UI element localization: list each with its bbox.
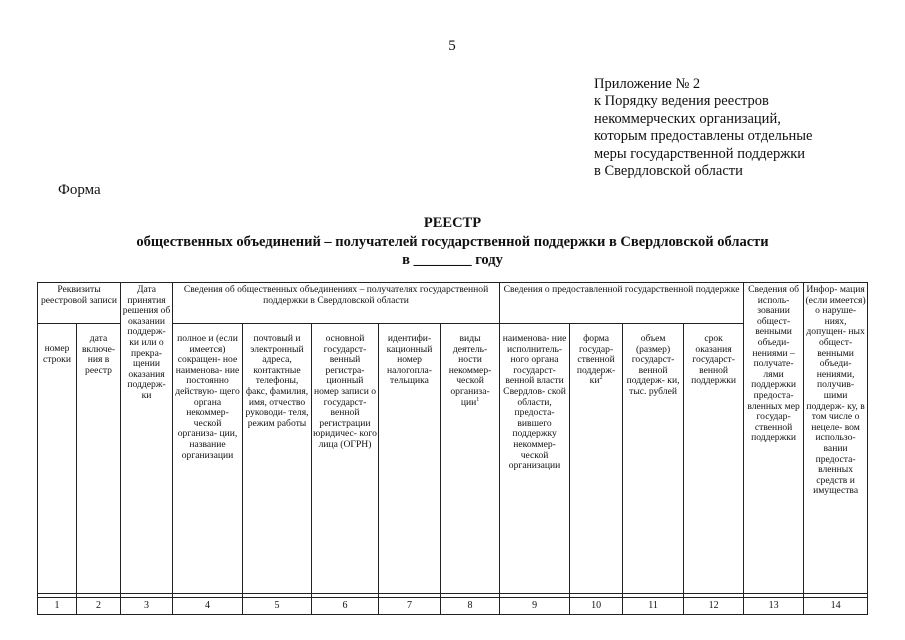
header-usage-info: Сведения об исполь- зовании общест- венными объеди- нениями – получате- лями поддержки предоста- вленных мер государ- ственной поддержки bbox=[744, 283, 804, 594]
header-orgs-info: Сведения об общественных объединениях – получателях государственной поддержки в Свердловской области bbox=[173, 283, 500, 324]
header-support-form-text: форма государ- ственной поддерж- ки bbox=[576, 333, 616, 387]
header-authority-name: наименова- ние исполнитель- ного органа государст- венной власти Свердлов- ской области, предоста- вившего поддержку некоммер- ческой организации bbox=[500, 324, 570, 594]
header-postal-address: почтовый и электронный адреса, контактные телефоны, факс, фамилия, имя, отчество руководи- теля, режим работы bbox=[243, 324, 312, 594]
column-number: 3 bbox=[121, 598, 173, 615]
column-number: 8 bbox=[441, 598, 500, 615]
footnote-mark: 2 bbox=[599, 375, 603, 382]
column-number: 7 bbox=[379, 598, 441, 615]
header-decision-date: Дата принятия решения об оказании поддерж- ки или о прекра- щении оказания поддерж- ки bbox=[121, 283, 173, 594]
title-line-3: в ________ году bbox=[402, 252, 503, 268]
header-activity-types bbox=[441, 324, 500, 594]
column-number: 14 bbox=[804, 598, 868, 615]
column-number: 2 bbox=[77, 598, 121, 615]
form-label: Форма bbox=[58, 182, 101, 198]
header-support-info: Сведения о предоставленной государственной поддержке bbox=[500, 283, 744, 324]
header-inn: идентифи- кационный номер налогопла- тельщика bbox=[379, 324, 441, 594]
column-number: 9 bbox=[500, 598, 570, 615]
header-violations-info: Инфор- мация (если имеется) о наруше- ниях, допущен- ных общест- венными объеди- нениями, получив- шими поддерж- ку, в том числе о нецеле- вом использо- вании предоста- вленных средств и имущества bbox=[804, 283, 868, 594]
document-title bbox=[0, 214, 905, 270]
column-number: 10 bbox=[570, 598, 623, 615]
column-number: 4 bbox=[173, 598, 243, 615]
appendix-line: меры государственной поддержки bbox=[594, 145, 806, 162]
header-support-term: срок оказания государст- венной поддержки bbox=[684, 324, 744, 594]
title-line-1: РЕЕСТР bbox=[423, 215, 482, 231]
header-support-amount: объем (размер) государст- венной поддерж- ки, тыс. рублей bbox=[623, 324, 684, 594]
header-row-number: номер строки bbox=[38, 324, 77, 594]
footnote-mark: 1 bbox=[476, 396, 480, 403]
appendix-header bbox=[594, 76, 894, 180]
registry-table bbox=[37, 282, 868, 615]
header-ogrn: основной государст- венный регистра- ционный номер записи о государст- венной регистрации юридичес- кого лица (ОГРН) bbox=[312, 324, 379, 594]
appendix-line: к Порядку ведения реестров bbox=[594, 93, 769, 110]
column-number: 11 bbox=[623, 598, 684, 615]
header-support-form bbox=[570, 324, 623, 594]
header-inclusion-date: дата включе- ния в реестр bbox=[77, 324, 121, 594]
column-number-row bbox=[38, 598, 868, 615]
header-row-groups bbox=[38, 283, 868, 324]
title-line-2: общественных объединений – получателей государственной поддержки в Свердловской области bbox=[136, 233, 769, 250]
header-full-name: полное и (если имеется) сокращен- ное наименова- ние постоянно действую- щего органа некоммер- ческой организа- ции, название организации bbox=[173, 324, 243, 594]
column-number: 12 bbox=[684, 598, 744, 615]
appendix-line: Приложение № 2 bbox=[594, 76, 701, 92]
header-registry-entry: Реквизиты реестровой записи bbox=[38, 283, 121, 324]
column-number: 13 bbox=[744, 598, 804, 615]
appendix-line: некоммерческих организаций, bbox=[594, 110, 781, 127]
appendix-line: которым предоставлены отдельные bbox=[594, 128, 813, 145]
appendix-line: в Свердловской области bbox=[594, 163, 743, 180]
column-number: 5 bbox=[243, 598, 312, 615]
header-activity-types-text: виды деятель- ности некоммер- ческой организа- ции bbox=[448, 333, 492, 408]
column-number: 6 bbox=[312, 598, 379, 615]
column-number: 1 bbox=[38, 598, 77, 615]
page-number: 5 bbox=[448, 38, 456, 54]
